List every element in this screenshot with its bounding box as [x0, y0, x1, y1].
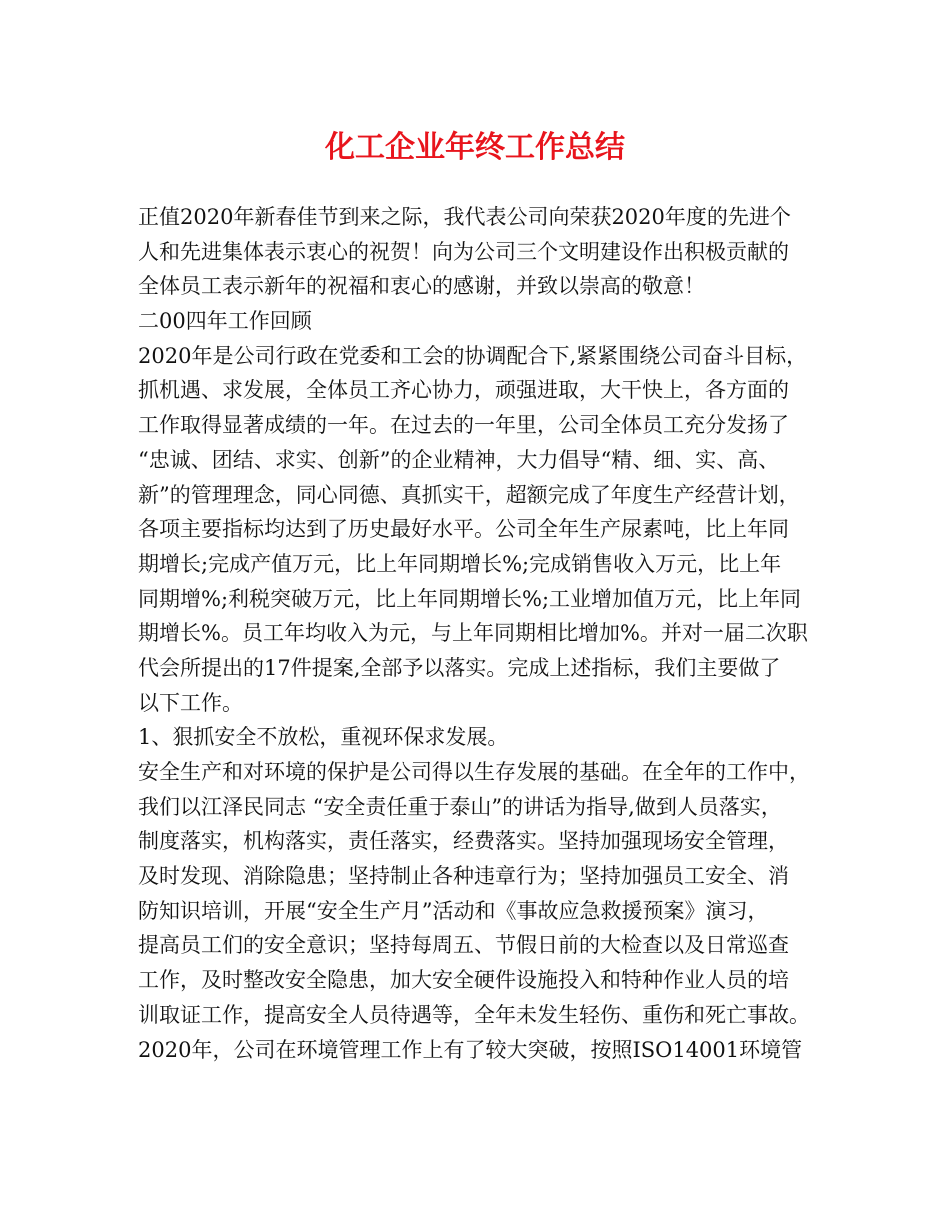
body-line: 正值2020年新春佳节到来之际，我代表公司向荣获2020年度的先进个	[138, 205, 791, 229]
section-heading: 1、狠抓安全不放松，重视环保求发展。	[138, 725, 509, 750]
body-line: 提高员工们的安全意识；坚持每周五、节假日前的大检查以及日常巡查	[138, 933, 789, 958]
body-line: 以下工作。	[138, 690, 243, 715]
body-line: 安全生产和对环境的保护是公司得以生存发展的基础。在全年的工作中，	[138, 760, 810, 784]
body-line: 我们以江泽民同志 “安全责任重于泰山”的讲话为指导,做到人员落实，	[138, 794, 782, 819]
section-heading: 二00四年工作回顾	[138, 309, 312, 334]
document-title: 化工企业年终工作总结	[325, 130, 625, 165]
body-line: 及时发现、消除隐患；坚持制止各种违章行为；坚持加强员工安全、消	[138, 864, 789, 889]
body-line: 代会所提出的17件提案,全部予以落实。完成上述指标，我们主要做了	[138, 655, 781, 680]
body-line: 期增长%。员工年均收入为元，与上年同期相比增加%。并对一届二次职	[138, 621, 808, 646]
body-line: 期增长;完成产值万元，比上年同期增长%;完成销售收入万元，比上年	[138, 551, 782, 576]
body-line: 2020年是公司行政在党委和工会的协调配合下,紧紧围绕公司奋斗目标，	[138, 343, 808, 368]
document-body	[138, 200, 838, 1067]
body-line: 抓机遇、求发展，全体员工齐心协力，顽强进取，大干快上，各方面的	[138, 378, 789, 403]
body-line: 全体员工表示新年的祝福和衷心的感谢，并致以崇高的敬意！	[138, 274, 705, 299]
body-line: 新”的管理理念，同心同德、真抓实干，超额完成了年度生产经营计划，	[138, 482, 800, 507]
body-line: 各项主要指标均达到了历史最好水平。公司全年生产尿素吨，比上年同	[138, 517, 789, 542]
body-line: 2020年，公司在环境管理工作上有了较大突破，按照ISO14001环境管	[138, 1037, 803, 1062]
body-line: “忠诚、团结、求实、创新”的企业精神，大力倡导“精、细、实、高、	[138, 447, 780, 472]
body-line: 同期增%;利税突破万元，比上年同期增长%;工业增加值万元，比上年同	[138, 586, 802, 611]
body-line: 工作，及时整改安全隐患，加大安全硬件设施投入和特种作业人员的培	[138, 968, 789, 993]
body-line: 制度落实，机构落实，责任落实，经费落实。坚持加强现场安全管理，	[138, 829, 789, 854]
body-line: 人和先进集体表示衷心的祝贺！向为公司三个文明建设作出积极贡献的	[138, 239, 789, 264]
body-line: 训取证工作，提高安全人员待遇等，全年未发生轻伤、重伤和死亡事故。	[138, 1002, 810, 1027]
body-line: 防知识培训，开展“安全生产月”活动和《事故应急救援预案》演习，	[138, 898, 769, 923]
body-line: 工作取得显著成绩的一年。在过去的一年里，公司全体员工充分发扬了	[138, 413, 789, 438]
